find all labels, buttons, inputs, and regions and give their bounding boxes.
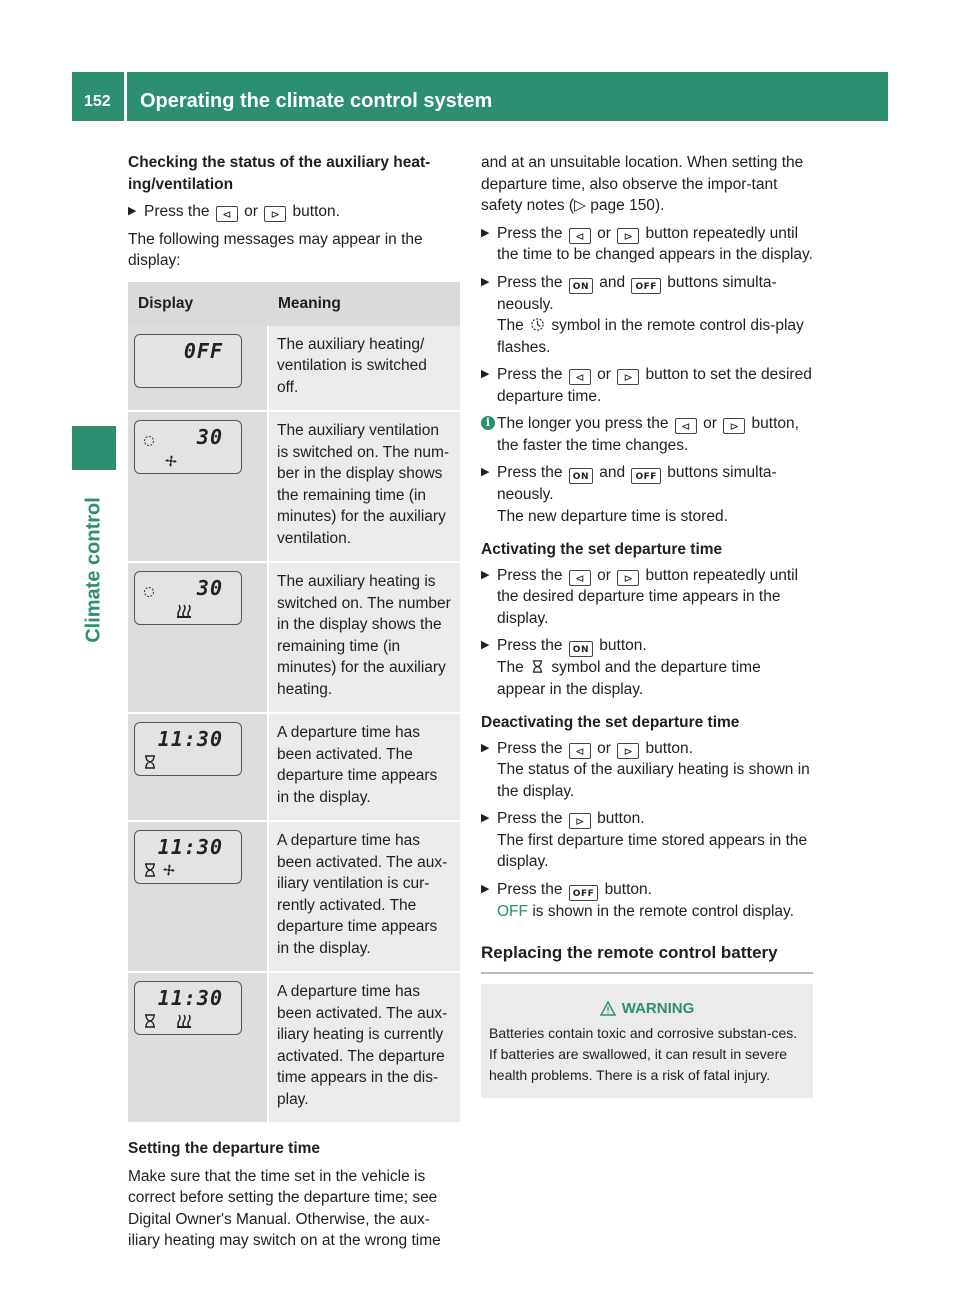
- clock-icon: [143, 586, 155, 598]
- right-arrow-key-icon: ⊳: [617, 570, 639, 586]
- step-arrow-icon: ▶: [481, 882, 490, 895]
- step-arrow-icon: ▶: [481, 741, 490, 754]
- text: Press the: [497, 810, 563, 827]
- text: and: [599, 273, 626, 291]
- meaning-cell: A departure time has been activated. The aux-iliary heating is currently activated. The departure time appears in the dis-play.: [268, 972, 460, 1123]
- paragraph-setting-departure: Make sure that the time set in the vehicle is correct before setting the departure time; see Digital Owner's Manual. Otherwise, the aux-iliary heating may switch on at the wrong time: [128, 1167, 441, 1249]
- step-arrow-icon: ▶: [128, 205, 137, 217]
- step-arrow-icon: ▶: [481, 226, 490, 239]
- text: Press the: [497, 224, 563, 242]
- header-separator: [124, 72, 127, 121]
- text: The longer you press the: [497, 415, 669, 432]
- table-row: [128, 562, 460, 713]
- text: or: [703, 415, 717, 432]
- column-header-display: Display: [128, 282, 268, 326]
- text: Press the: [497, 566, 563, 584]
- text: Press the: [497, 880, 563, 898]
- text: The: [497, 317, 524, 334]
- section-side-label: [72, 480, 116, 660]
- step-activate-repeatedly: [481, 565, 813, 630]
- text: Press the: [497, 637, 563, 654]
- left-arrow-key-icon: ⊲: [569, 228, 591, 244]
- on-key-icon: ON: [569, 468, 593, 484]
- right-arrow-key-icon: ⊳: [569, 813, 591, 829]
- text: Press the: [497, 739, 563, 757]
- step-text: or: [244, 203, 258, 220]
- left-arrow-key-icon: ⊲: [569, 743, 591, 759]
- section-tab-marker: [72, 426, 116, 470]
- left-arrow-key-icon: ⊲: [569, 570, 591, 586]
- step-deactivate-3: [481, 879, 813, 923]
- heading-checking-status: Checking the status of the auxiliary heat-ing/ventilation: [128, 154, 431, 193]
- fan-icon: [161, 862, 177, 878]
- info-note: [481, 413, 813, 456]
- warning-text: Batteries contain toxic and corrosive substan-ces. If batteries are swallowed, it can result in severe health problems. There is a risk of fatal injury.: [489, 1024, 798, 1083]
- departure-clock-icon: [143, 1013, 157, 1029]
- text: The: [497, 659, 524, 676]
- lcd-readout: 11:30: [157, 727, 223, 751]
- right-column: [481, 152, 813, 1098]
- page-ref-arrow-icon: ▷: [574, 197, 586, 214]
- departure-clock-icon: [143, 862, 157, 878]
- text: is shown in the remote control display.: [532, 902, 794, 920]
- table-row: [128, 411, 460, 562]
- meaning-cell: A departure time has been activated. The aux-iliary ventilation is cur-rently activated. The departure time appears in the display.: [268, 821, 460, 972]
- lcd-display-departure: [134, 722, 242, 776]
- text: symbol in the remote control dis-play flashes.: [497, 317, 804, 356]
- lcd-readout: 11:30: [157, 835, 223, 859]
- right-arrow-key-icon: ⊳: [264, 206, 286, 222]
- text: Press the: [497, 273, 563, 291]
- warning-triangle-icon: [600, 1001, 616, 1016]
- step-press-arrows: [128, 201, 460, 223]
- departure-time-symbol-icon: [530, 659, 545, 674]
- text: buttons simulta-neously.: [497, 464, 777, 503]
- text: symbol and the departure time appear in the display.: [497, 659, 761, 698]
- meaning-cell: A departure time has been activated. The departure time appears in the display.: [268, 713, 460, 821]
- info-icon: i: [481, 416, 495, 430]
- meaning-cell: The auxiliary ventilation is switched on. The num-ber in the display shows the remaining time (in minutes) for the auxiliary ventilation.: [268, 411, 460, 562]
- step-arrow-icon: ▶: [481, 466, 490, 478]
- lcd-display-heating: [134, 571, 242, 625]
- heading-activating: Activating the set departure time: [481, 541, 723, 558]
- right-arrow-key-icon: ⊳: [617, 228, 639, 244]
- text: or: [597, 366, 611, 383]
- text: button to set the desired departure time.: [497, 366, 812, 405]
- heating-icon: [175, 603, 193, 619]
- step-text: Press the: [144, 203, 210, 220]
- lcd-display-ventilation: [134, 420, 242, 474]
- left-arrow-key-icon: ⊲: [216, 206, 238, 222]
- right-arrow-key-icon: ⊳: [723, 418, 745, 434]
- step-arrow-icon: ▶: [481, 639, 490, 651]
- right-arrow-key-icon: ⊳: [617, 743, 639, 759]
- text: or: [597, 739, 611, 757]
- text: Press the: [497, 464, 563, 481]
- text: Press the: [497, 366, 563, 383]
- page-title: Operating the climate control system: [140, 90, 493, 112]
- page-number: 152: [84, 93, 111, 110]
- off-key-icon: OFF: [631, 468, 660, 484]
- step-text: button.: [292, 203, 340, 220]
- text: button repeatedly until the desired departure time appears in the display.: [497, 566, 799, 627]
- lcd-readout: 0FF: [183, 338, 223, 363]
- section-side-label-text: Climate control: [82, 497, 105, 643]
- heading-deactivating: Deactivating the set departure time: [481, 714, 740, 731]
- text: The first departure time stored appears in the display.: [497, 831, 808, 870]
- step-deactivate-2: [481, 808, 813, 873]
- text: or: [597, 224, 611, 242]
- on-key-icon: ON: [569, 278, 593, 294]
- lcd-readout: 11:30: [157, 986, 223, 1010]
- text: button, the faster the time changes.: [497, 415, 799, 454]
- step-arrow-icon: ▶: [481, 568, 490, 581]
- off-key-icon: OFF: [631, 278, 660, 294]
- departure-clock-icon: [143, 754, 157, 770]
- left-arrow-key-icon: ⊲: [675, 418, 697, 434]
- table-row: [128, 972, 460, 1123]
- heating-icon: [175, 1013, 193, 1029]
- lcd-display-departure-ventilation: [134, 830, 242, 884]
- text: button.: [599, 637, 647, 654]
- text: and at an unsuitable location. When setting the departure time, also observe the impor-tant safety notes (: [481, 154, 804, 214]
- clock-symbol-icon: [530, 317, 545, 332]
- lcd-readout: 30: [196, 425, 223, 449]
- right-arrow-key-icon: ⊳: [617, 369, 639, 385]
- warning-header: [489, 998, 805, 1019]
- display-meaning-table: [128, 282, 460, 1125]
- step-deactivate-1: [481, 738, 813, 803]
- text: or: [597, 566, 611, 584]
- lcd-display-departure-heating: [134, 981, 242, 1035]
- heading-setting-departure: Setting the departure time: [128, 1140, 321, 1157]
- page-header: [72, 72, 888, 121]
- text: button.: [597, 810, 645, 827]
- meaning-cell: The auxiliary heating/ ventilation is switched off.: [268, 326, 460, 412]
- warning-box: [481, 984, 813, 1098]
- lcd-display-off: [134, 334, 242, 388]
- paragraph-continued: [481, 152, 813, 217]
- heading-replacing-battery: Replacing the remote control battery: [481, 942, 813, 974]
- text: ).: [654, 197, 665, 214]
- clock-icon: [143, 435, 155, 447]
- fan-icon: [163, 453, 179, 469]
- step-arrow-icon: ▶: [481, 812, 490, 824]
- table-row: [128, 713, 460, 821]
- text: buttons simulta-neously.: [497, 273, 777, 313]
- text: button.: [645, 739, 693, 757]
- on-key-icon: ON: [569, 641, 593, 657]
- step-store-time: [481, 462, 813, 527]
- column-header-meaning: Meaning: [268, 282, 460, 326]
- step-on-off-simultaneously: [481, 272, 813, 359]
- step-set-time: [481, 364, 813, 407]
- warning-title: WARNING: [621, 999, 695, 1017]
- text: button.: [604, 880, 652, 898]
- page-reference: page 150: [590, 197, 655, 214]
- table-header-row: [128, 282, 460, 326]
- off-display-text: OFF: [497, 902, 528, 920]
- step-arrow-icon: ▶: [481, 275, 490, 288]
- text: and: [599, 464, 626, 481]
- left-column: [128, 152, 460, 1258]
- text: The new departure time is stored.: [497, 507, 728, 525]
- table-row: [128, 326, 460, 412]
- step-activate-on: [481, 635, 813, 700]
- paragraph-messages: The following messages may appear in the display:: [128, 230, 423, 269]
- text: button repeatedly until the time to be changed appears in the display.: [497, 224, 813, 263]
- off-key-icon: OFF: [569, 885, 598, 901]
- table-row: [128, 821, 460, 972]
- step-arrow-icon: ▶: [481, 368, 490, 380]
- text: The status of the auxiliary heating is shown in the display.: [497, 761, 810, 800]
- meaning-cell: The auxiliary heating is switched on. The number in the display shows the remaining time (in minutes) for the auxiliary heating.: [268, 562, 460, 713]
- lcd-readout: 30: [196, 576, 223, 600]
- left-arrow-key-icon: ⊲: [569, 369, 591, 385]
- step-press-repeatedly: [481, 223, 813, 266]
